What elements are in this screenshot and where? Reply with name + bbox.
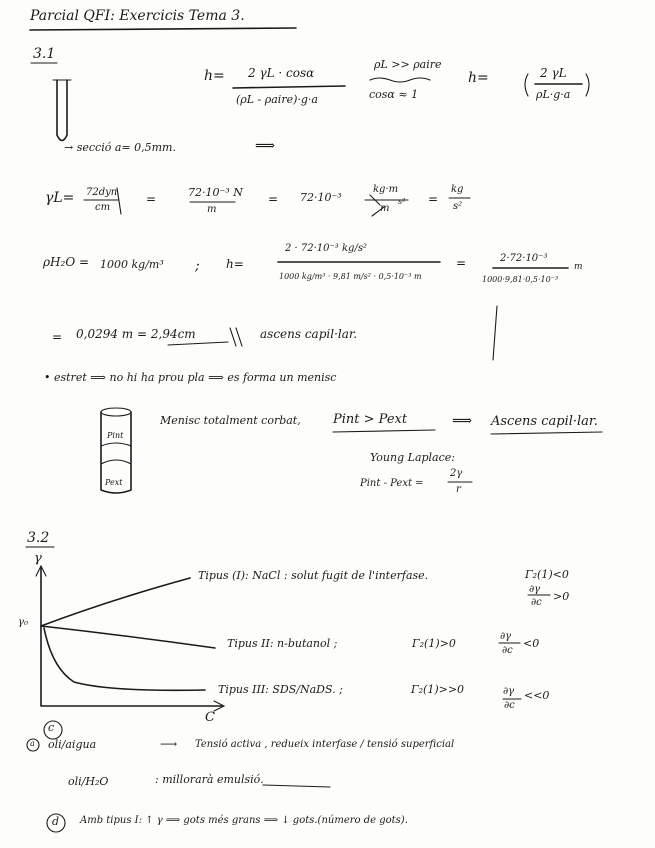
type-3-deriv-cmp: <<0 xyxy=(524,689,550,702)
laplace-den: r xyxy=(456,484,461,495)
h3-denominator: 1000 kg/m³ · 9,81 m/s² · 0,5·10⁻³ m xyxy=(279,272,422,281)
gamma-mden: m xyxy=(380,203,390,214)
gamma-newton: 72·10⁻³ N xyxy=(188,186,243,199)
type-1-label: Tipus (I): NaCl : solut fugit de l'interfase. xyxy=(198,569,429,582)
tube-pext: Pext xyxy=(105,478,123,487)
item-d-text: Amb tipus I: ↑ γ ⟹ gots més grans ⟹ ↓ gots.(número de gots). xyxy=(80,815,408,826)
item-c-line-1b: Tensió activa , redueix interfase / tensió superficial xyxy=(195,739,455,750)
type-1-deriv-cmp: >0 xyxy=(553,590,570,603)
result-eq: = xyxy=(52,330,63,344)
result-value: 0,0294 m = 2,94cm xyxy=(76,327,196,341)
h4-numerator: 2·72·10⁻³ xyxy=(500,253,548,264)
approx-density: ρL >> ρaire xyxy=(374,58,442,71)
h3-numerator: 2 · 72·10⁻³ kg/s² xyxy=(285,243,367,254)
h3-eq: = xyxy=(456,256,467,270)
rho-label: ρH₂O = xyxy=(43,255,90,269)
gamma-cm: cm xyxy=(95,202,111,213)
gamma-eq-2: = xyxy=(268,192,279,206)
axis-x-label: C xyxy=(205,710,215,725)
gamma-72: 72·10⁻³ xyxy=(300,191,342,204)
implies-arrow: ⟹ xyxy=(255,138,276,154)
h4-denominator: 1000·9,81·0,5·10⁻³ xyxy=(482,275,559,284)
meniscus-note: Menisc totalment corbat, xyxy=(160,414,301,427)
axis-y0-label: γ₀ xyxy=(18,617,28,628)
item-c-arrow: ⟶ xyxy=(160,737,178,751)
type-1-deriv-num: ∂γ xyxy=(529,584,541,595)
item-c-line-1a: oli/aigua xyxy=(48,738,97,751)
page-title: Parcial QFI: Exercicis Tema 3. xyxy=(30,8,245,24)
gamma-m: m xyxy=(207,204,217,215)
h-denominator: (ρL - ρaire)·g·a xyxy=(236,93,318,106)
item-c-line-2b: : millorarà emulsió. xyxy=(155,773,264,786)
type-2-label: Tipus II: n-butanol ; xyxy=(227,637,338,650)
h4-unit: m xyxy=(574,262,583,272)
type-3-gamma: Γ₂(1)>>0 xyxy=(411,683,465,696)
item-c-circle-a: a xyxy=(30,739,35,748)
gamma-label: γL= xyxy=(45,190,75,206)
young-laplace-label: Young Laplace: xyxy=(370,451,455,464)
ascens-label: Ascens capil·lar. xyxy=(491,414,598,429)
type-2-deriv-num: ∂γ xyxy=(500,631,512,642)
h3-label: h= xyxy=(226,257,244,271)
type-3-deriv-num: ∂γ xyxy=(503,686,515,697)
narrow-note: • estret ⟹ no hi ha prou pla ⟹ es forma un menisc xyxy=(44,371,337,384)
type-2-deriv-den: ∂c xyxy=(502,645,513,656)
exercise-3-2-label: 3.2 xyxy=(27,530,50,546)
gamma-eq-3: = xyxy=(428,192,439,206)
item-d-marker: d xyxy=(52,815,60,828)
laplace-lhs: Pint - Pext = xyxy=(360,478,424,489)
result-note: ascens capil·lar. xyxy=(260,327,358,341)
gamma-s2b: s² xyxy=(453,201,463,212)
type-1-deriv-den: ∂c xyxy=(531,597,542,608)
axis-y-label: γ xyxy=(34,551,42,566)
gamma-eq-1: = xyxy=(146,192,157,206)
section-note: → secció a= 0,5mm. xyxy=(64,141,176,154)
item-c-line-2a: oli/H₂O xyxy=(68,775,109,788)
h2-label: h= xyxy=(468,70,489,86)
ascens-arrow: ⟹ xyxy=(452,413,473,429)
exercise-3-1-label: 3.1 xyxy=(33,46,56,62)
gamma-kg: kg xyxy=(451,184,464,195)
h-numerator: 2 γL · cosα xyxy=(248,66,315,80)
type-2-gamma: Γ₂(1)>0 xyxy=(412,637,456,650)
approx-cos: cosα ≈ 1 xyxy=(369,88,419,101)
gamma-dyn: 72dyn xyxy=(86,187,118,198)
gamma-s2: s² xyxy=(398,197,406,206)
h2-denominator: ρL·g·a xyxy=(536,88,571,101)
h-label: h= xyxy=(204,68,225,84)
rho-value: 1000 kg/m³ xyxy=(100,258,164,271)
tube-pint: Pint xyxy=(107,431,124,440)
h2-numerator: 2 γL xyxy=(540,66,567,80)
item-c-marker: c xyxy=(48,721,55,734)
gamma-kgm: kg·m xyxy=(373,184,399,195)
type-3-label: Tipus III: SDS/NaDS. ; xyxy=(218,683,343,696)
pint-gt-pext: Pint > Pext xyxy=(333,412,408,427)
semicolon: ; xyxy=(195,258,200,274)
type-3-deriv-den: ∂c xyxy=(504,700,515,711)
type-1-gamma: Γ₂(1)<0 xyxy=(525,568,569,581)
laplace-num: 2γ xyxy=(450,468,463,479)
type-2-deriv-cmp: <0 xyxy=(523,637,540,650)
